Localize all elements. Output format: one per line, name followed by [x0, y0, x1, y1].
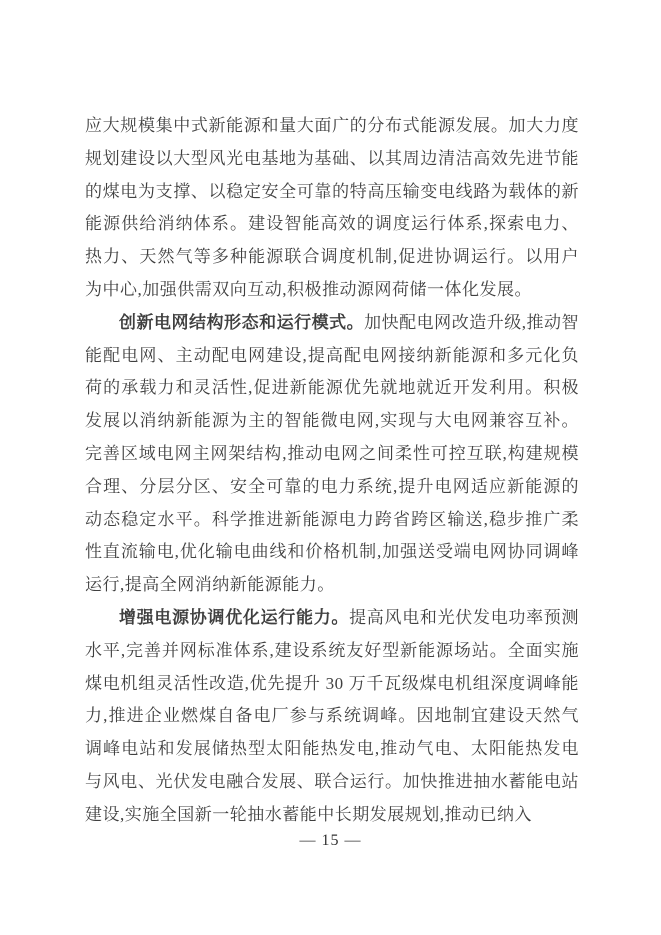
page-number: — 15 — — [299, 832, 362, 849]
paragraph-text: 提高风电和光伏发电功率预测水平,完善并网标准体系,建设系统友好型新能源场站。全面实施煤电机组灵活性改造,优先提升 30 万千瓦级煤电机组深度调峰能力,推进企业燃煤自备电厂参与系统调峰。因地制宜建设天然气调峰电站和发展储热型太阳能热发电,推动气电、太阳能热发电与风电、光伏发电融合发展、联合运行。加快推进抽水蓄能电站建设,实施全国新一轮抽水蓄能中长期发展规划,推动已纳入 — [85, 607, 580, 824]
document-body — [85, 110, 579, 832]
paragraph-lead: 创新电网结构形态和运行模式。 — [119, 312, 365, 332]
paragraph — [85, 307, 579, 602]
paragraph — [85, 110, 579, 307]
paragraph-text: 加快配电网改造升级,推动智能配电网、主动配电网建设,提高配电网接纳新能源和多元化负荷的承载力和灵活性,促进新能源优先就地就近开发利用。积极发展以消纳新能源为主的智能微电网,实现与大电网兼容互补。完善区域电网主网架结构,推动电网之间柔性可控互联,构建规模合理、分层分区、安全可靠的电力系统,提升电网适应新能源的动态稳定水平。科学推进新能源电力跨省跨区输送,稳步推广柔性直流输电,优化输电曲线和价格机制,加强送受端电网协同调峰运行,提高全网消纳新能源能力。 — [85, 312, 580, 595]
paragraph-text: 应大规模集中式新能源和量大面广的分布式能源发展。加大力度规划建设以大型风光电基地为基础、以其周边清洁高效先进节能的煤电为支撑、以稳定安全可靠的特高压输变电线路为载体的新能源供给消纳体系。建设智能高效的调度运行体系,探索电力、热力、天然气等多种能源联合调度机制,促进协调运行。以用户为中心,加强供需双向互动,积极推动源网荷储一体化发展。 — [85, 116, 579, 299]
paragraph-lead: 增强电源协调优化运行能力。 — [119, 607, 350, 627]
paragraph — [85, 602, 579, 832]
